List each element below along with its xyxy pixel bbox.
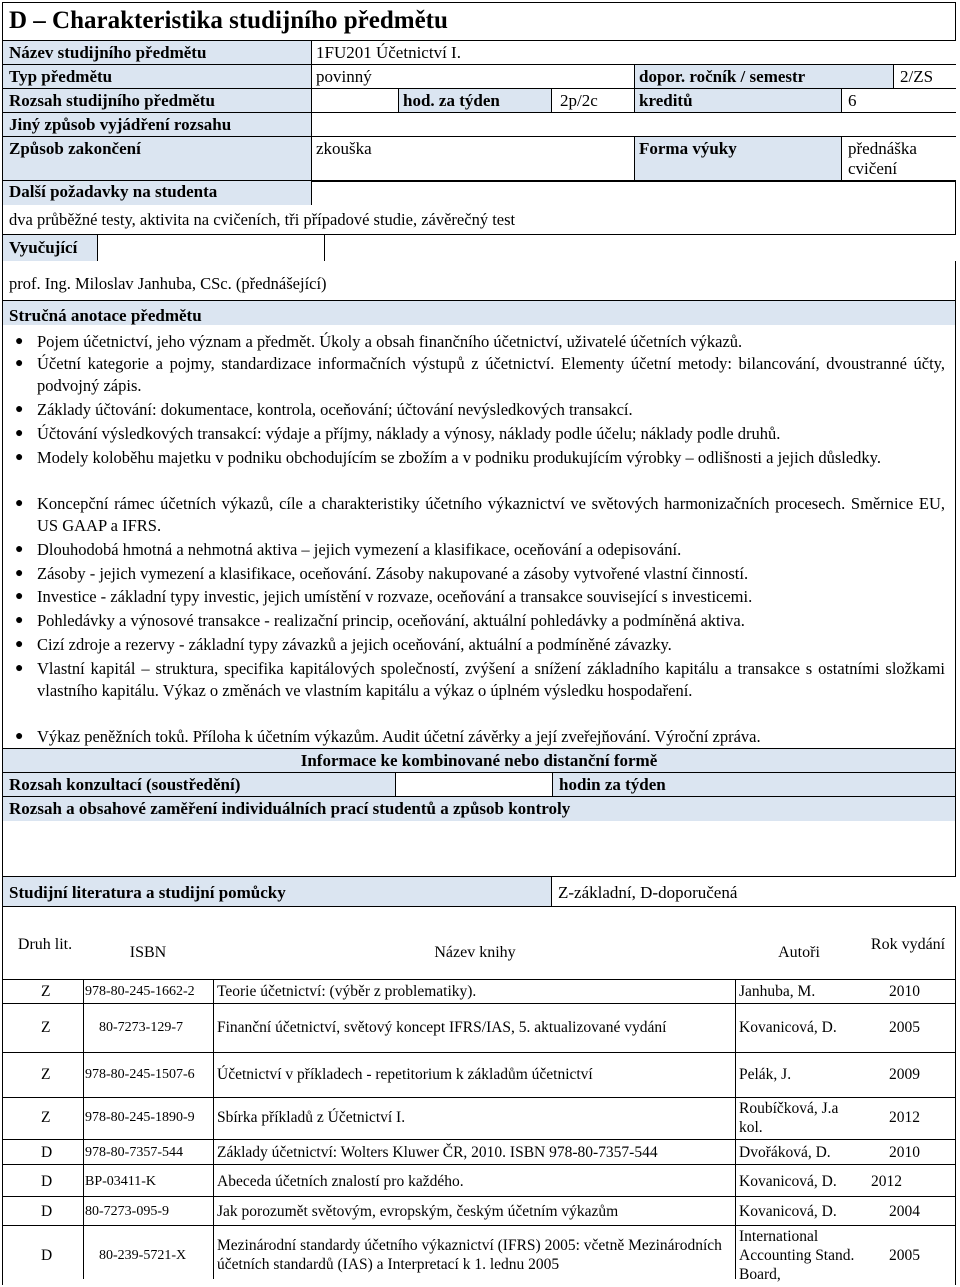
completion-value: zkouška [316, 139, 372, 158]
col-header-isbn: ISBN [129, 944, 167, 961]
completion-cell [311, 137, 635, 180]
row-divider [3, 1052, 955, 1053]
bullet-icon: ● [15, 637, 24, 652]
completion-label: Způsob zakončení [9, 139, 141, 158]
scope-empty-cell [311, 89, 399, 112]
page-title: D – Charakteristika studijního předmětu [9, 7, 448, 34]
literature-label: Studijní literatura a studijní pomůcky [9, 883, 286, 902]
col-divider [735, 979, 736, 1279]
requirements-value: dva průběžné testy, aktivita na cvičeních, tři případové studie, závěrečný test [9, 210, 516, 229]
bullet-icon: ● [15, 356, 24, 371]
col-header-authors: Autoři [778, 944, 820, 961]
year-value: 2/ZS [900, 67, 934, 86]
credits-value: 6 [848, 91, 857, 110]
annotation-list: ● Pojem účetnictví, jeho význam a předmět. Úkoly a obsah finančního účetnictví, uživatelé účetních výkazů. ● Účetní kategorie a pojmy, standardizace informačních výstupů z účetnictví. Elementy účetní metody: bilancování, dvoustranné účty, podvojný zápis. ● Základy účtování: dokumentace, kontrola, oceňování; účtování nevýsledkových transakcí. ● Účtování výsledkových transakcí: výdaje a příjmy, náklady a výnosy, náklady podle účelu; náklady podle druhů. ● Modely koloběhu majetku v podniku obchodujícím se zbožím a v podniku produkujícím výrobky – odlišnosti a jejich důsledky. ● Koncepční rámec účetních výkazů, cíle a charakteristiky účetního výkaznictví ve světových harmonizačních procesech. Směrnice EU, US GAAP a IFRS. ● Dlouhodobá hmotná a nehmotná aktiva – jejich vymezení a klasifikace, oceňování a odepisování. ● Zásoby - jejich vymezení a klasifikace, oceňování. Zásoby nakupované a zásoby vytvořené vlastní činností. ● Investice - základní typy investic, jejich umístění v rozvaze, oceňování a transakce související s investicemi. ● Pohledávky a výnosové transakce - realizační princip, oceňování, aktuální pohledávky a podmíněná aktiva. ● Cizí zdroje a rezervy - základní typy závazků a jejich oceňování, aktuální a podmíněné závazky. ● Vlastní kapitál – struktura, specifika kapitálových společností, zvýšení a snížení základního kapitálu a transakce s ostatními složkami vlastního kapitálu. Výkaz o změnách ve vlastním kapitálu a výkaz o úplném výsledku hospodaření. ● Výkaz peněžních toků. Příloha k účetním výkazům. Audit účetní závěrky a její zveřejňování. Výroční zpráva. [3, 325, 955, 749]
row-divider [3, 1196, 955, 1197]
individual-value-row [3, 821, 955, 877]
col-header-title: Název knihy [434, 944, 516, 961]
title-row [3, 3, 955, 41]
consult-label: Rozsah konzultací (soustředění) [9, 775, 241, 794]
literature-legend-cell [551, 877, 956, 906]
other-scope-cell [311, 113, 956, 136]
form-value-lecture: přednáška [848, 139, 917, 158]
annotation-label: Stručná anotace předmětu [9, 306, 202, 325]
teachers-value-row [3, 261, 955, 301]
course-type-value: povinný [316, 67, 372, 86]
requirements-side-cell [311, 181, 955, 205]
bullet-icon: ● [15, 661, 24, 676]
course-type-cell [311, 65, 635, 88]
form-cell [841, 137, 956, 180]
credits-label: kreditů [639, 91, 693, 110]
row-divider [3, 1139, 955, 1140]
year-cell [893, 65, 956, 88]
bullet-icon: ● [15, 589, 24, 604]
col-divider [213, 979, 214, 1279]
teachers-label: Vyučující [9, 238, 78, 257]
individual-label: Rozsah a obsahové zaměření individuálních prací studentů a způsob kontroly [9, 799, 571, 818]
week-cell [551, 89, 635, 112]
literature-table: Druh lit. ISBN Název knihy Autoři Rok vydání Z 978-80-245-1662-2 Teorie účetnictví: (výběr z problematiky). Janhuba, M. 2010 Z 80-7273-129-7 Finanční účetnictví, světový koncept IFRS/IAS, 5. aktualizované vydání Kovanicová, D. 2005 Z 978-80-245-1507-6 Účetnictví v příkladech - repetitorium k základům účetnictví Pelák, J. 2009 Z 978-80-245-1890-9 Sbírka příkladů z Účetnictví I. Roubíčková, J.a kol. 2012 D 978-80-7357-544 Základy účetnictví: Wolters Kluwer ČR, 2010. ISBN 978-80-7357-544 Dvořáková, D. 2010 D BP-03411-K Abeceda účetních znalostí pro každého. Kovanicová, D. 2012 D 80-7273-095-9 Jak porozumět světovým, evropským, českým účetním výkazům Kovanicová, D. 2004 D 80-239-5721-X Mezinárodní standardy účetního výkaznictví (IFRS) 2005: včetně Mezinárodních účetních standardů (IAS) a Interpretací k 1. lednu 2005 International Accounting Stand. Board, 2005 [3, 907, 955, 1286]
col-divider [83, 979, 84, 1279]
row-divider [3, 1003, 955, 1004]
bullet-icon: ● [15, 566, 24, 581]
row-divider [3, 1225, 955, 1226]
document-frame [2, 2, 956, 1285]
row-divider [3, 979, 955, 980]
bullet-icon: ● [15, 613, 24, 628]
week-value: 2p/2c [560, 91, 598, 110]
scope-row [3, 89, 955, 113]
form-label: Forma výuky [639, 139, 737, 158]
distance-header-row [3, 749, 955, 773]
form-value-seminar: cvičení [848, 159, 898, 178]
credits-cell [841, 89, 956, 112]
bullet-icon: ● [15, 496, 24, 511]
course-name-cell [311, 41, 956, 64]
course-name-value: 1FU201 Účetnictví I. [316, 43, 461, 62]
annotation-row [3, 301, 955, 327]
col-header-year: Rok vydání [870, 936, 946, 953]
bullet-icon: ● [15, 426, 24, 441]
row-divider [3, 1164, 955, 1165]
literature-legend: Z-základní, D-doporučená [558, 883, 738, 902]
teachers-side-cell-2 [97, 235, 325, 261]
bullet-icon: ● [15, 542, 24, 557]
week-label: hod. za týden [403, 91, 500, 110]
row-divider [3, 1097, 955, 1098]
bullet-icon: ● [15, 402, 24, 417]
requirements-value-row [3, 205, 955, 235]
scope-label: Rozsah studijního předmětu [9, 91, 215, 110]
hours-label: hodin za týden [559, 775, 666, 794]
course-name-label: Název studijního předmětu [9, 43, 207, 62]
col-header-kind: Druh lit. [17, 936, 73, 953]
other-scope-label: Jiný způsob vyjádření rozsahu [9, 115, 232, 134]
teachers-value: prof. Ing. Miloslav Janhuba, CSc. (přednášející) [9, 274, 327, 293]
bullet-icon: ● [15, 729, 24, 744]
bullet-icon: ● [15, 334, 24, 349]
course-type-label: Typ předmětu [9, 67, 113, 86]
consult-value-cell [395, 773, 553, 796]
individual-row [3, 797, 955, 821]
bullet-icon: ● [15, 450, 24, 465]
distance-header: Informace ke kombinované nebo distanční formě [300, 751, 658, 770]
year-label: dopor. ročník / semestr [639, 67, 806, 86]
requirements-label: Další požadavky na studenta [9, 182, 218, 201]
